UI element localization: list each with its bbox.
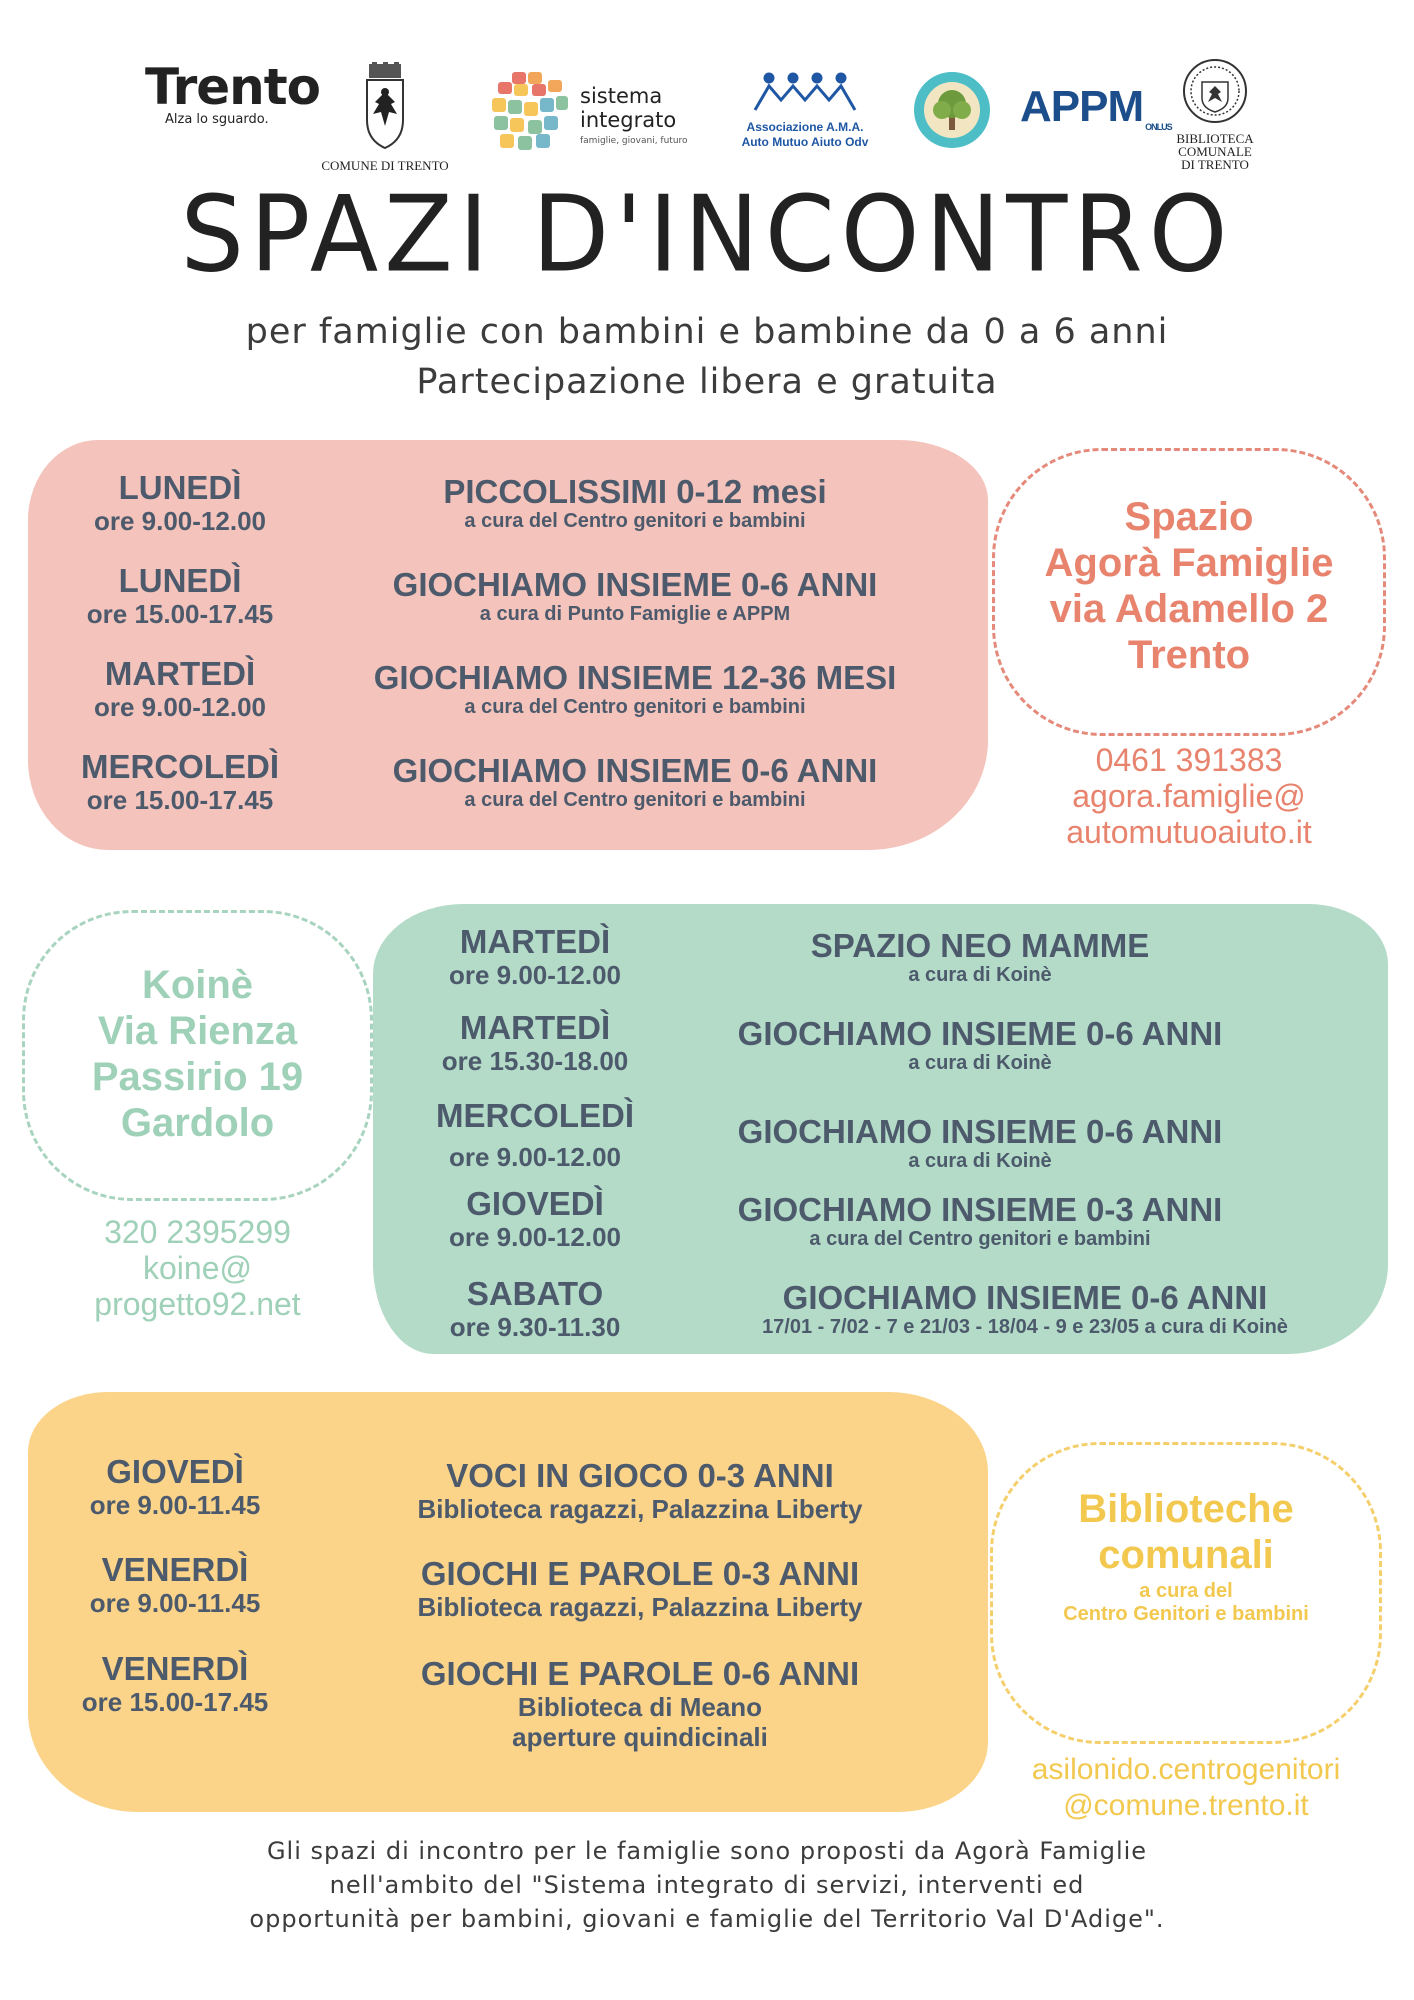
activity-title: GIOCHI E PAROLE 0-3 ANNI	[420, 1555, 860, 1592]
koine-contact	[22, 1214, 373, 1322]
sistema-integrato-logo	[488, 70, 713, 160]
koine-email[interactable]: koine@	[143, 1250, 252, 1286]
koine-activity-2	[680, 1016, 1280, 1074]
sistema-logo-line2: integrato	[580, 108, 677, 132]
day-label: MERCOLEDÌ	[436, 1097, 634, 1134]
sistema-logo-tagline: famiglie, giovani, futuro	[580, 136, 688, 146]
day-hours: ore 15.00-17.45	[86, 785, 274, 815]
agora-location-line3: via Adamello 2	[1049, 587, 1329, 631]
trento-logo	[145, 58, 321, 127]
koine-day-2	[395, 1010, 675, 1076]
activity-care: a cura del Centro genitori e bambini	[464, 696, 806, 718]
activity-title: GIOCHIAMO INSIEME 12-36 MESI	[373, 659, 897, 696]
day-hours: ore 15.00-17.45	[86, 599, 274, 629]
agora-activity-1	[320, 474, 950, 532]
day-hours: ore 9.00-11.45	[89, 1490, 261, 1520]
agora-day-2	[40, 563, 320, 629]
koine-day-5	[395, 1276, 675, 1342]
page-title: SPAZI D'INCONTRO	[180, 173, 1234, 296]
koine-activity-5	[680, 1280, 1370, 1338]
day-label: MARTEDÌ	[459, 1009, 611, 1046]
day-hours: ore 15.00-17.45	[81, 1687, 269, 1717]
agora-email[interactable]: agora.famiglie@	[1072, 778, 1306, 814]
biblioteche-care	[990, 1580, 1382, 1626]
biblioteche-email[interactable]: asilonido.centrogenitori	[1031, 1753, 1341, 1786]
appm-logo-word: APPM	[1020, 82, 1144, 131]
biblioteca-logo-line3: DI TRENTO	[1181, 157, 1249, 172]
activity-care: a cura del Centro genitori e bambini	[809, 1228, 1151, 1250]
agora-phone[interactable]: 0461 391383	[1095, 742, 1283, 778]
koine-location-line2: Via Rienza	[97, 1009, 298, 1053]
activity-care: a cura di Koinè	[908, 1052, 1052, 1074]
biblioteche-activity-1	[330, 1458, 950, 1524]
day-label: GIOVEDÌ	[106, 1453, 244, 1490]
koine-phone[interactable]: 320 2395299	[104, 1214, 291, 1250]
biblioteche-care-line1: a cura del	[1139, 1580, 1233, 1602]
activity-care: a cura del Centro genitori e bambini	[464, 789, 806, 811]
koine-day-1	[395, 924, 675, 990]
day-hours: ore 9.00-12.00	[448, 960, 621, 990]
koine-logo	[912, 70, 992, 150]
day-label: LUNEDÌ	[118, 562, 242, 599]
biblioteche-activity-2	[330, 1556, 950, 1622]
activity-title: SPAZIO NEO MAMME	[810, 927, 1150, 964]
activity-title: GIOCHIAMO INSIEME 0-3 ANNI	[737, 1191, 1223, 1228]
trento-logo-word: Trento	[145, 58, 321, 116]
sistema-logo-line1: sistema	[580, 84, 663, 108]
biblioteche-location	[990, 1486, 1382, 1578]
appm-logo	[1020, 82, 1172, 132]
coat-of-arms-icon	[363, 62, 407, 150]
activity-title: GIOCHIAMO INSIEME 0-6 ANNI	[392, 566, 878, 603]
activity-care: a cura di Punto Famiglie e APPM	[479, 603, 791, 625]
comune-logo-label: COMUNE DI TRENTO	[321, 158, 449, 173]
sistema-logo-text	[580, 84, 676, 132]
biblioteche-care-line2: Centro Genitori e bambini	[1063, 1603, 1309, 1625]
activity-care: 17/01 - 7/02 - 7 e 21/03 - 18/04 - 9 e 23/05 a cura di Koinè	[762, 1316, 1288, 1338]
activity-detail-2: aperture quindicinali	[512, 1722, 768, 1752]
agora-email-domain[interactable]: automutuoaiuto.it	[1066, 814, 1312, 850]
biblioteca-logo-line2: COMUNALE	[1178, 144, 1252, 159]
agora-activity-2	[320, 567, 950, 625]
ama-logo	[725, 70, 885, 150]
activity-title: GIOCHIAMO INSIEME 0-6 ANNI	[737, 1113, 1223, 1150]
activity-title: GIOCHIAMO INSIEME 0-6 ANNI	[782, 1279, 1268, 1316]
activity-title: GIOCHIAMO INSIEME 0-6 ANNI	[392, 752, 878, 789]
day-hours: ore 9.30-11.30	[449, 1312, 621, 1342]
agora-location-line4: Trento	[1127, 633, 1251, 677]
agora-activity-4	[320, 753, 950, 811]
agora-location	[992, 494, 1386, 678]
activity-title: GIOCHIAMO INSIEME 0-6 ANNI	[737, 1015, 1223, 1052]
trento-logo-tagline: Alza lo sguardo.	[165, 112, 269, 127]
day-label: VENERDÌ	[101, 1551, 249, 1588]
agora-day-4	[40, 749, 320, 815]
koine-location-line1: Koinè	[141, 963, 254, 1007]
agora-location-line1: Spazio	[1124, 495, 1254, 539]
biblioteca-logo-line1: BIBLIOTECA	[1176, 131, 1254, 146]
day-label: MARTEDÌ	[459, 923, 611, 960]
koine-activity-3	[680, 1114, 1280, 1172]
activity-care: a cura di Koinè	[908, 1150, 1052, 1172]
agora-day-3	[40, 656, 320, 722]
biblioteche-location-line2: comunali	[1098, 1533, 1274, 1577]
page-subtitle-2: Partecipazione libera e gratuita	[416, 362, 998, 402]
seal-icon	[1182, 58, 1248, 124]
activity-care: a cura del Centro genitori e bambini	[464, 510, 806, 532]
koine-location	[22, 962, 373, 1146]
day-hours: ore 9.00-12.00	[448, 1222, 621, 1252]
koine-location-line4: Gardolo	[120, 1101, 275, 1145]
day-hours: ore 9.00-12.00	[448, 1142, 621, 1172]
biblioteche-email-domain[interactable]: @comune.trento.it	[1063, 1789, 1309, 1822]
activity-detail: Biblioteca ragazzi, Palazzina Liberty	[417, 1592, 863, 1622]
activity-title: PICCOLISSIMI 0-12 mesi	[443, 473, 827, 510]
day-label: LUNEDÌ	[118, 469, 242, 506]
koine-email-domain[interactable]: progetto92.net	[94, 1286, 301, 1322]
activity-title: VOCI IN GIOCO 0-3 ANNI	[446, 1457, 834, 1494]
koine-activity-4	[680, 1192, 1280, 1250]
ama-logo-line1: Associazione A.M.A.	[746, 120, 864, 134]
page-subtitle: per famiglie con bambini e bambine da 0 a 6 anni	[245, 312, 1169, 352]
cube-icon	[488, 70, 572, 154]
appm-logo-suffix: ONLUS	[1145, 122, 1172, 132]
ama-logo-line2: Auto Mutuo Aiuto Odv	[741, 135, 869, 149]
koine-day-3	[395, 1098, 675, 1172]
day-label: SABATO	[466, 1275, 604, 1312]
koine-day-4	[395, 1186, 675, 1252]
day-label: MARTEDÌ	[104, 655, 256, 692]
agora-location-line2: Agorà Famiglie	[1044, 541, 1334, 585]
agora-activity-3	[320, 660, 950, 718]
biblioteche-day-2	[40, 1552, 310, 1618]
day-hours: ore 9.00-12.00	[93, 692, 266, 722]
biblioteca-logo	[1160, 58, 1270, 171]
agora-contact	[992, 742, 1386, 850]
day-label: MERCOLEDÌ	[81, 748, 279, 785]
biblioteche-activity-3	[330, 1656, 950, 1752]
activity-detail: Biblioteca ragazzi, Palazzina Liberty	[417, 1494, 863, 1524]
footer-line3: opportunità per bambini, giovani e famiglie del Territorio Val D'Adige".	[249, 1905, 1165, 1933]
tree-badge-icon	[912, 70, 992, 150]
people-chain-icon	[745, 70, 865, 112]
day-label: GIOVEDÌ	[466, 1185, 604, 1222]
koine-location-line3: Passirio 19	[91, 1055, 304, 1099]
biblioteche-day-3	[40, 1651, 310, 1717]
footer-note	[0, 1834, 1414, 1936]
activity-care: a cura di Koinè	[908, 964, 1052, 986]
biblioteche-day-1	[40, 1454, 310, 1520]
activity-title: GIOCHI E PAROLE 0-6 ANNI	[420, 1655, 860, 1692]
activity-detail: Biblioteca di Meano	[517, 1692, 763, 1722]
comune-logo	[305, 62, 465, 174]
day-label: VENERDÌ	[101, 1650, 249, 1687]
footer-line1: Gli spazi di incontro per le famiglie sono proposti da Agorà Famiglie	[266, 1837, 1148, 1865]
day-hours: ore 15.30-18.00	[441, 1046, 629, 1076]
biblioteche-contact	[980, 1752, 1392, 1824]
footer-line2: nell'ambito del "Sistema integrato di servizi, interventi ed	[329, 1871, 1085, 1899]
koine-activity-1	[680, 928, 1280, 986]
agora-day-1	[40, 470, 320, 536]
biblioteche-location-line1: Biblioteche	[1078, 1487, 1294, 1531]
day-hours: ore 9.00-12.00	[93, 506, 266, 536]
day-hours: ore 9.00-11.45	[89, 1588, 261, 1618]
